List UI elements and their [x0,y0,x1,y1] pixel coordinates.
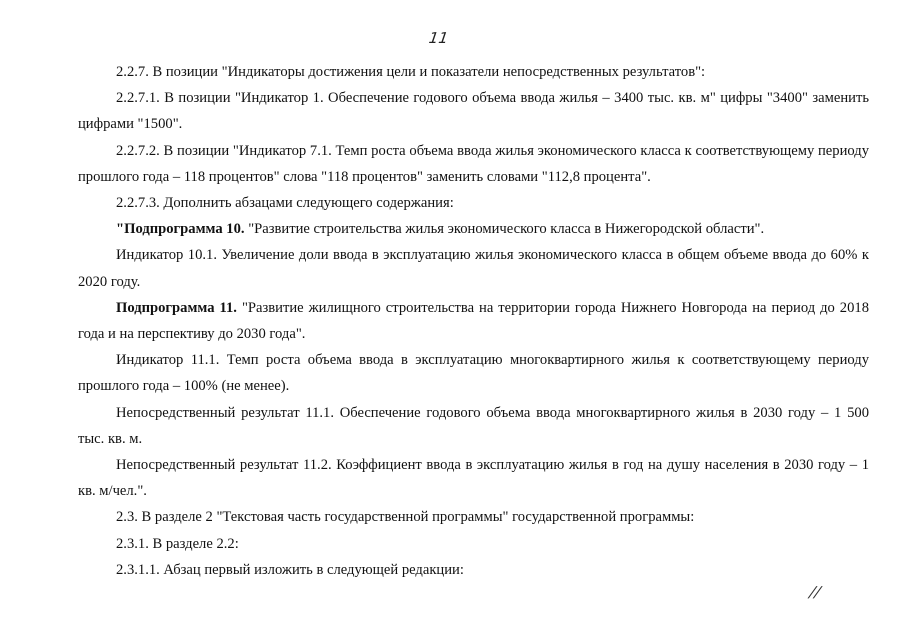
paragraph: 2.2.7.2. В позиции "Индикатор 7.1. Темп роста объема ввода жилья экономического класса к соответствующему периоду прошлого года – 118 процентов" слова "118 процентов" заменить словами "112,8 процента". [78,142,869,185]
paragraph: 2.2.7.3. Дополнить абзацами следующего содержания: [116,195,454,212]
paragraph: Непосредственный результат 11.1. Обеспечение годового объема ввода многоквартирного жилья в 2030 году – 1 500 тыс. кв. м. [78,404,869,447]
paragraph: 2.2.7. В позиции "Индикаторы достижения цели и показатели непосредственных результатов": [116,64,706,80]
subprogram-11-heading: Подпрограмма 11. [116,299,237,316]
subprogram-10-heading: "Подпрограмма 10. [116,221,245,238]
paragraph: 2.2.7.1. В позиции "Индикатор 1. Обеспечение годового объема ввода жилья – 3400 тыс. кв. м" цифры "3400" заменить цифрами "1500". [78,90,869,133]
paragraph-text: "Развитие строительства жилья экономического класса в Нижегородской области". [244,221,765,238]
paragraph [78,295,869,347]
paragraph-text: "Развитие жилищного строительства на территории города Нижнего Новгорода на период до 2018 года и на перспективу до 2030 года". [78,299,869,343]
paragraph: Непосредственный результат 11.2. Коэффициент ввода в эксплуатацию жилья в год на душу населения в 2030 году – 1 кв. м/чел.". [78,457,869,500]
page-number: 11 [427,29,450,47]
paragraph: 2.3. В разделе 2 "Текстовая часть государственной программы" государственной программы: [116,509,695,526]
paragraph: Индикатор 10.1. Увеличение доли ввода в эксплуатацию жилья экономического класса в общем объеме ввода до 60% к 2020 году. [78,247,869,290]
paragraph [78,216,869,242]
document-body [78,59,869,583]
paragraph: Индикатор 11.1. Темп роста объема ввода в эксплуатацию многоквартирного жилья к соответствующему периоду прошлого года – 100% (не менее). [78,352,869,395]
handwritten-mark: // [808,583,823,601]
paragraph: 2.3.1.1. Абзац первый изложить в следующей редакции: [116,561,464,578]
paragraph: 2.3.1. В разделе 2.2: [116,535,239,552]
